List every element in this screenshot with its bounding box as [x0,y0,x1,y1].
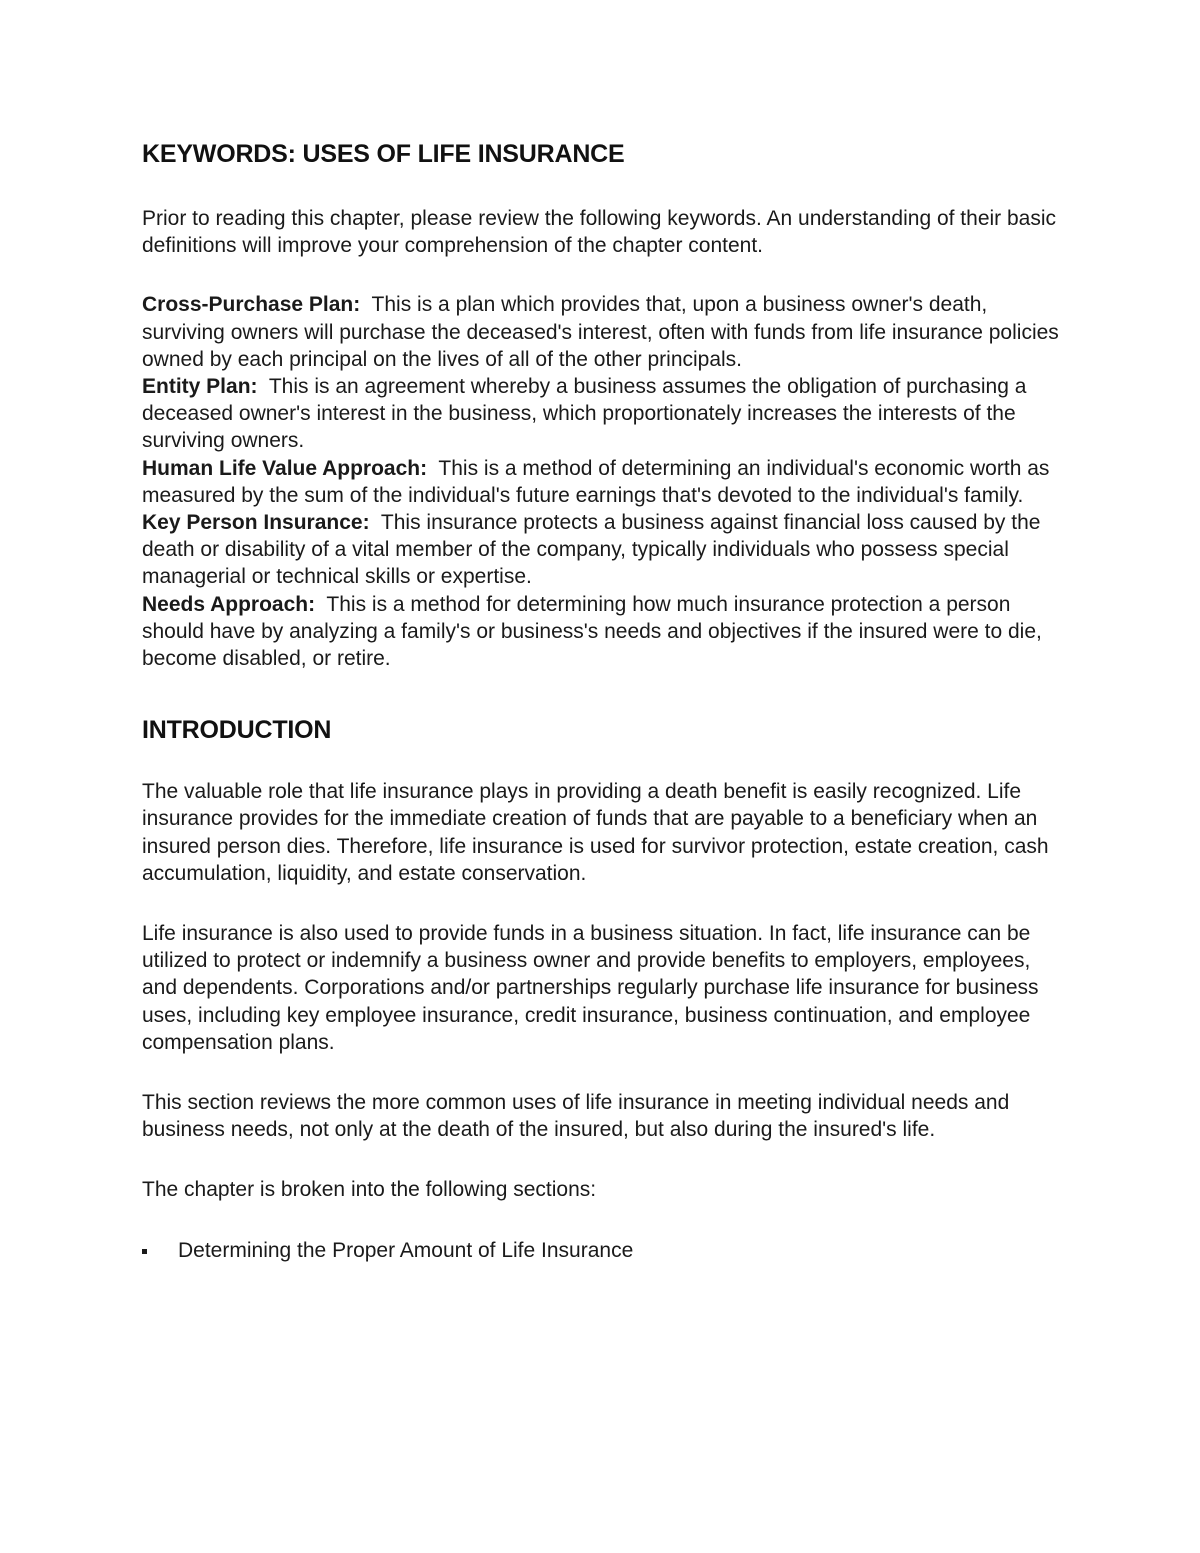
introduction-paragraph: This section reviews the more common uses of life insurance in meeting individual needs and business needs, not only at the death of the insured, but also during the insured's life. [142,1091,1010,1142]
keyword-definition: This insurance protects a business against financial loss caused by the death or disability of a vital member of the company, typically individuals who possess special managerial or technical skills or expertise. [142,511,1041,589]
keyword-term: Cross-Purchase Plan: [142,293,361,317]
introduction-paragraph: The chapter is broken into the following sections: [142,1178,597,1202]
keyword-definition: This is a method of determining an individual's economic worth as measured by the sum of the individual's future earnings that's devoted to the individual's family. [142,456,1050,507]
keyword-term: Human Life Value Approach: [142,456,428,480]
section-list-item [142,1237,1062,1264]
introduction-paragraph: The valuable role that life insurance plays in providing a death benefit is easily recognized. Life insurance provides for the immediate creation of funds that are payable to a beneficiary when an insured person dies. Therefore, life insurance is used for survivor protection, estate creation, cash accumulation, liquidity, and estate conservation. [142,780,1049,885]
keyword-term: Key Person Insurance: [142,511,370,535]
intro-paragraph: Prior to reading this chapter, please review the following keywords. An understanding of their basic definitions will improve your comprehension of the chapter content. [142,207,1057,258]
keyword-entry [142,509,1062,591]
square-bullet-icon [142,1249,147,1254]
section-list-label: Determining the Proper Amount of Life Insurance [178,1238,634,1262]
keyword-list [142,291,1062,672]
introduction-heading: INTRODUCTION [142,716,332,745]
keyword-definition: This is a plan which provides that, upon a business owner's death, surviving owners will purchase the deceased's interest, often with funds from life insurance policies owned by each principal on the lives of all of the other principals. [142,293,1059,371]
section-list [142,1237,1062,1264]
keywords-heading: KEYWORDS: USES OF LIFE INSURANCE [142,140,625,168]
keyword-entry [142,373,1062,455]
introduction-paragraph: Life insurance is also used to provide funds in a business situation. In fact, life insurance can be utilized to protect or indemnify a business owner and provide benefits to employers, employees, and dependents. Corporations and/or partnerships regularly purchase life insurance for business uses, including key employee insurance, credit insurance, business continuation, and employee compensation plans. [142,922,1039,1054]
keyword-definition: This is an agreement whereby a business assumes the obligation of purchasing a deceased owner's interest in the business, which proportionately increases the interests of the surviving owners. [142,375,1027,453]
keyword-entry [142,291,1062,373]
keyword-entry [142,591,1062,673]
keyword-term: Needs Approach: [142,592,316,616]
keyword-entry [142,455,1062,509]
keyword-definition: This is a method for determining how much insurance protection a person should have by analyzing a family's or business's needs and objectives if the insured were to die, become disabled, or retire. [142,592,1042,671]
document-page [142,140,1062,1264]
keyword-term: Entity Plan: [142,375,258,399]
